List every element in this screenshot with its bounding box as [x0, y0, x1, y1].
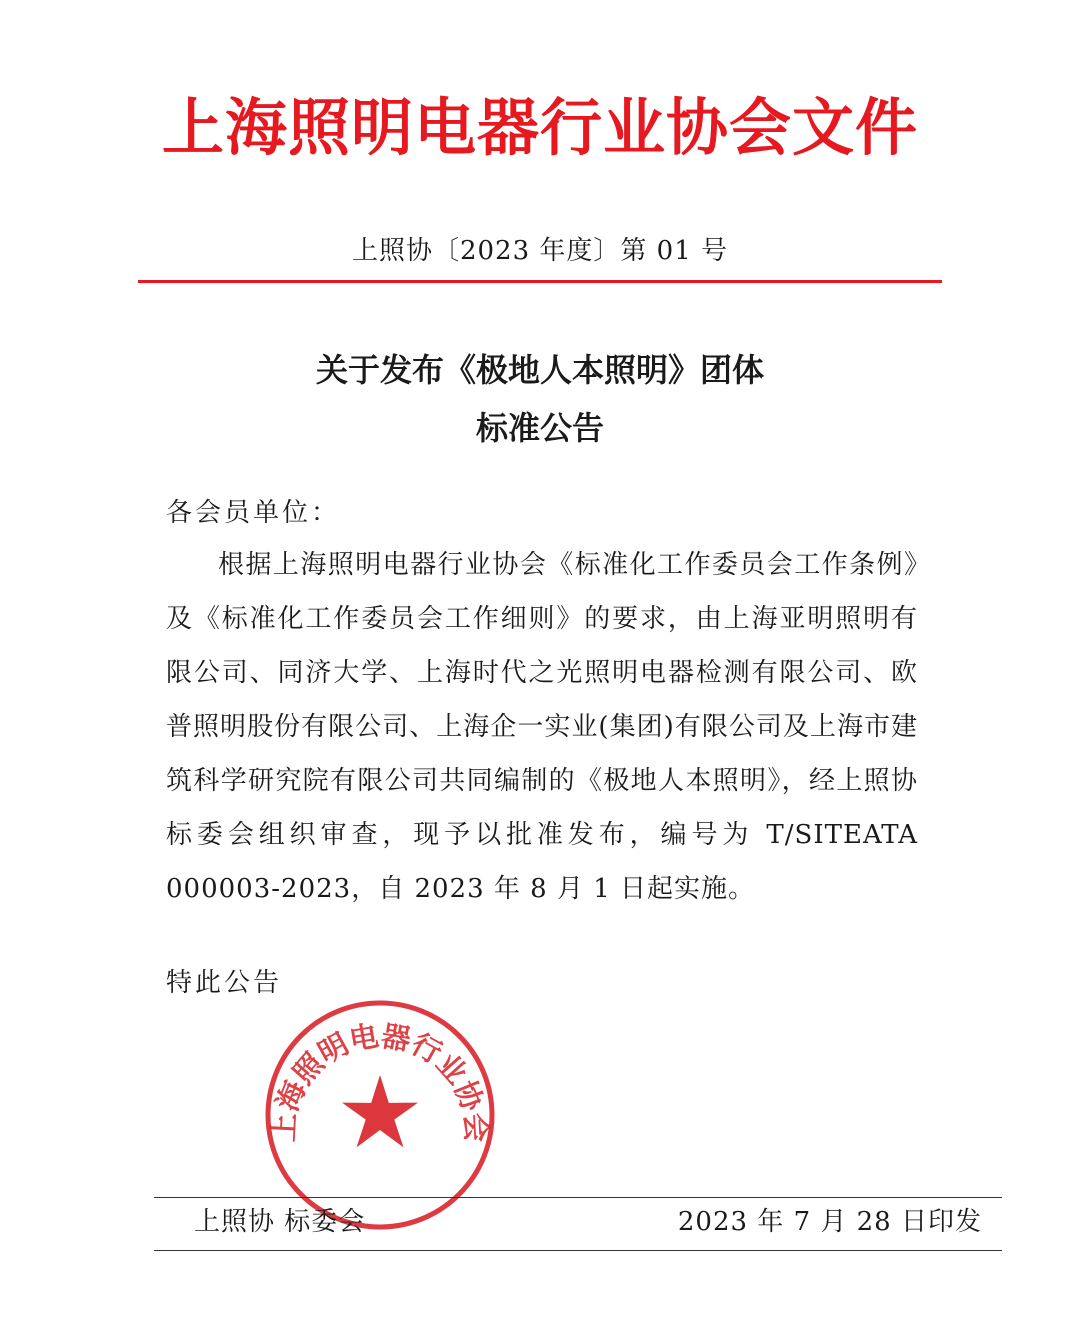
notice-title-line-1: 关于发布《极地人本照明》团体: [315, 351, 764, 389]
official-seal: [260, 995, 500, 1235]
seal-text: 上海照明电器行业协会: [266, 1018, 494, 1143]
header-title: 上海照明电器行业协会文件: [161, 91, 918, 164]
notice-body: 根据上海照明电器行业协会《标准化工作委员会工作条例》及《标准化工作委员会工作细则》的要求，由上海亚明照明有限公司、同济大学、上海时代之光照明电器检测有限公司、欧普照明股份有限公司、上海企一实业(集团)有限公司及上海市建筑科学研究院有限公司共同编制的《极地人本照明》，经上照协标委会组织审查，现予以批准发布，编号为 T/SITEATA 000003-2023，自 2023 年 8 月 1 日起实施。: [166, 550, 918, 904]
footer-issuer: 上照协 标委会: [194, 1207, 366, 1237]
star-icon: [342, 1075, 418, 1147]
red-divider: [138, 280, 942, 283]
footer-top-rule: [154, 1197, 1002, 1198]
notice-title-line-2: 标准公告: [475, 409, 604, 447]
footer-date: 2023 年 7 月 28 日印发: [677, 1207, 982, 1237]
document-number: 上照协〔2023 年度〕第 01 号: [351, 236, 729, 266]
closing-line: 特此公告: [166, 968, 283, 998]
footer-bottom-rule: [154, 1250, 1002, 1251]
salutation: 各会员单位：: [166, 498, 341, 528]
